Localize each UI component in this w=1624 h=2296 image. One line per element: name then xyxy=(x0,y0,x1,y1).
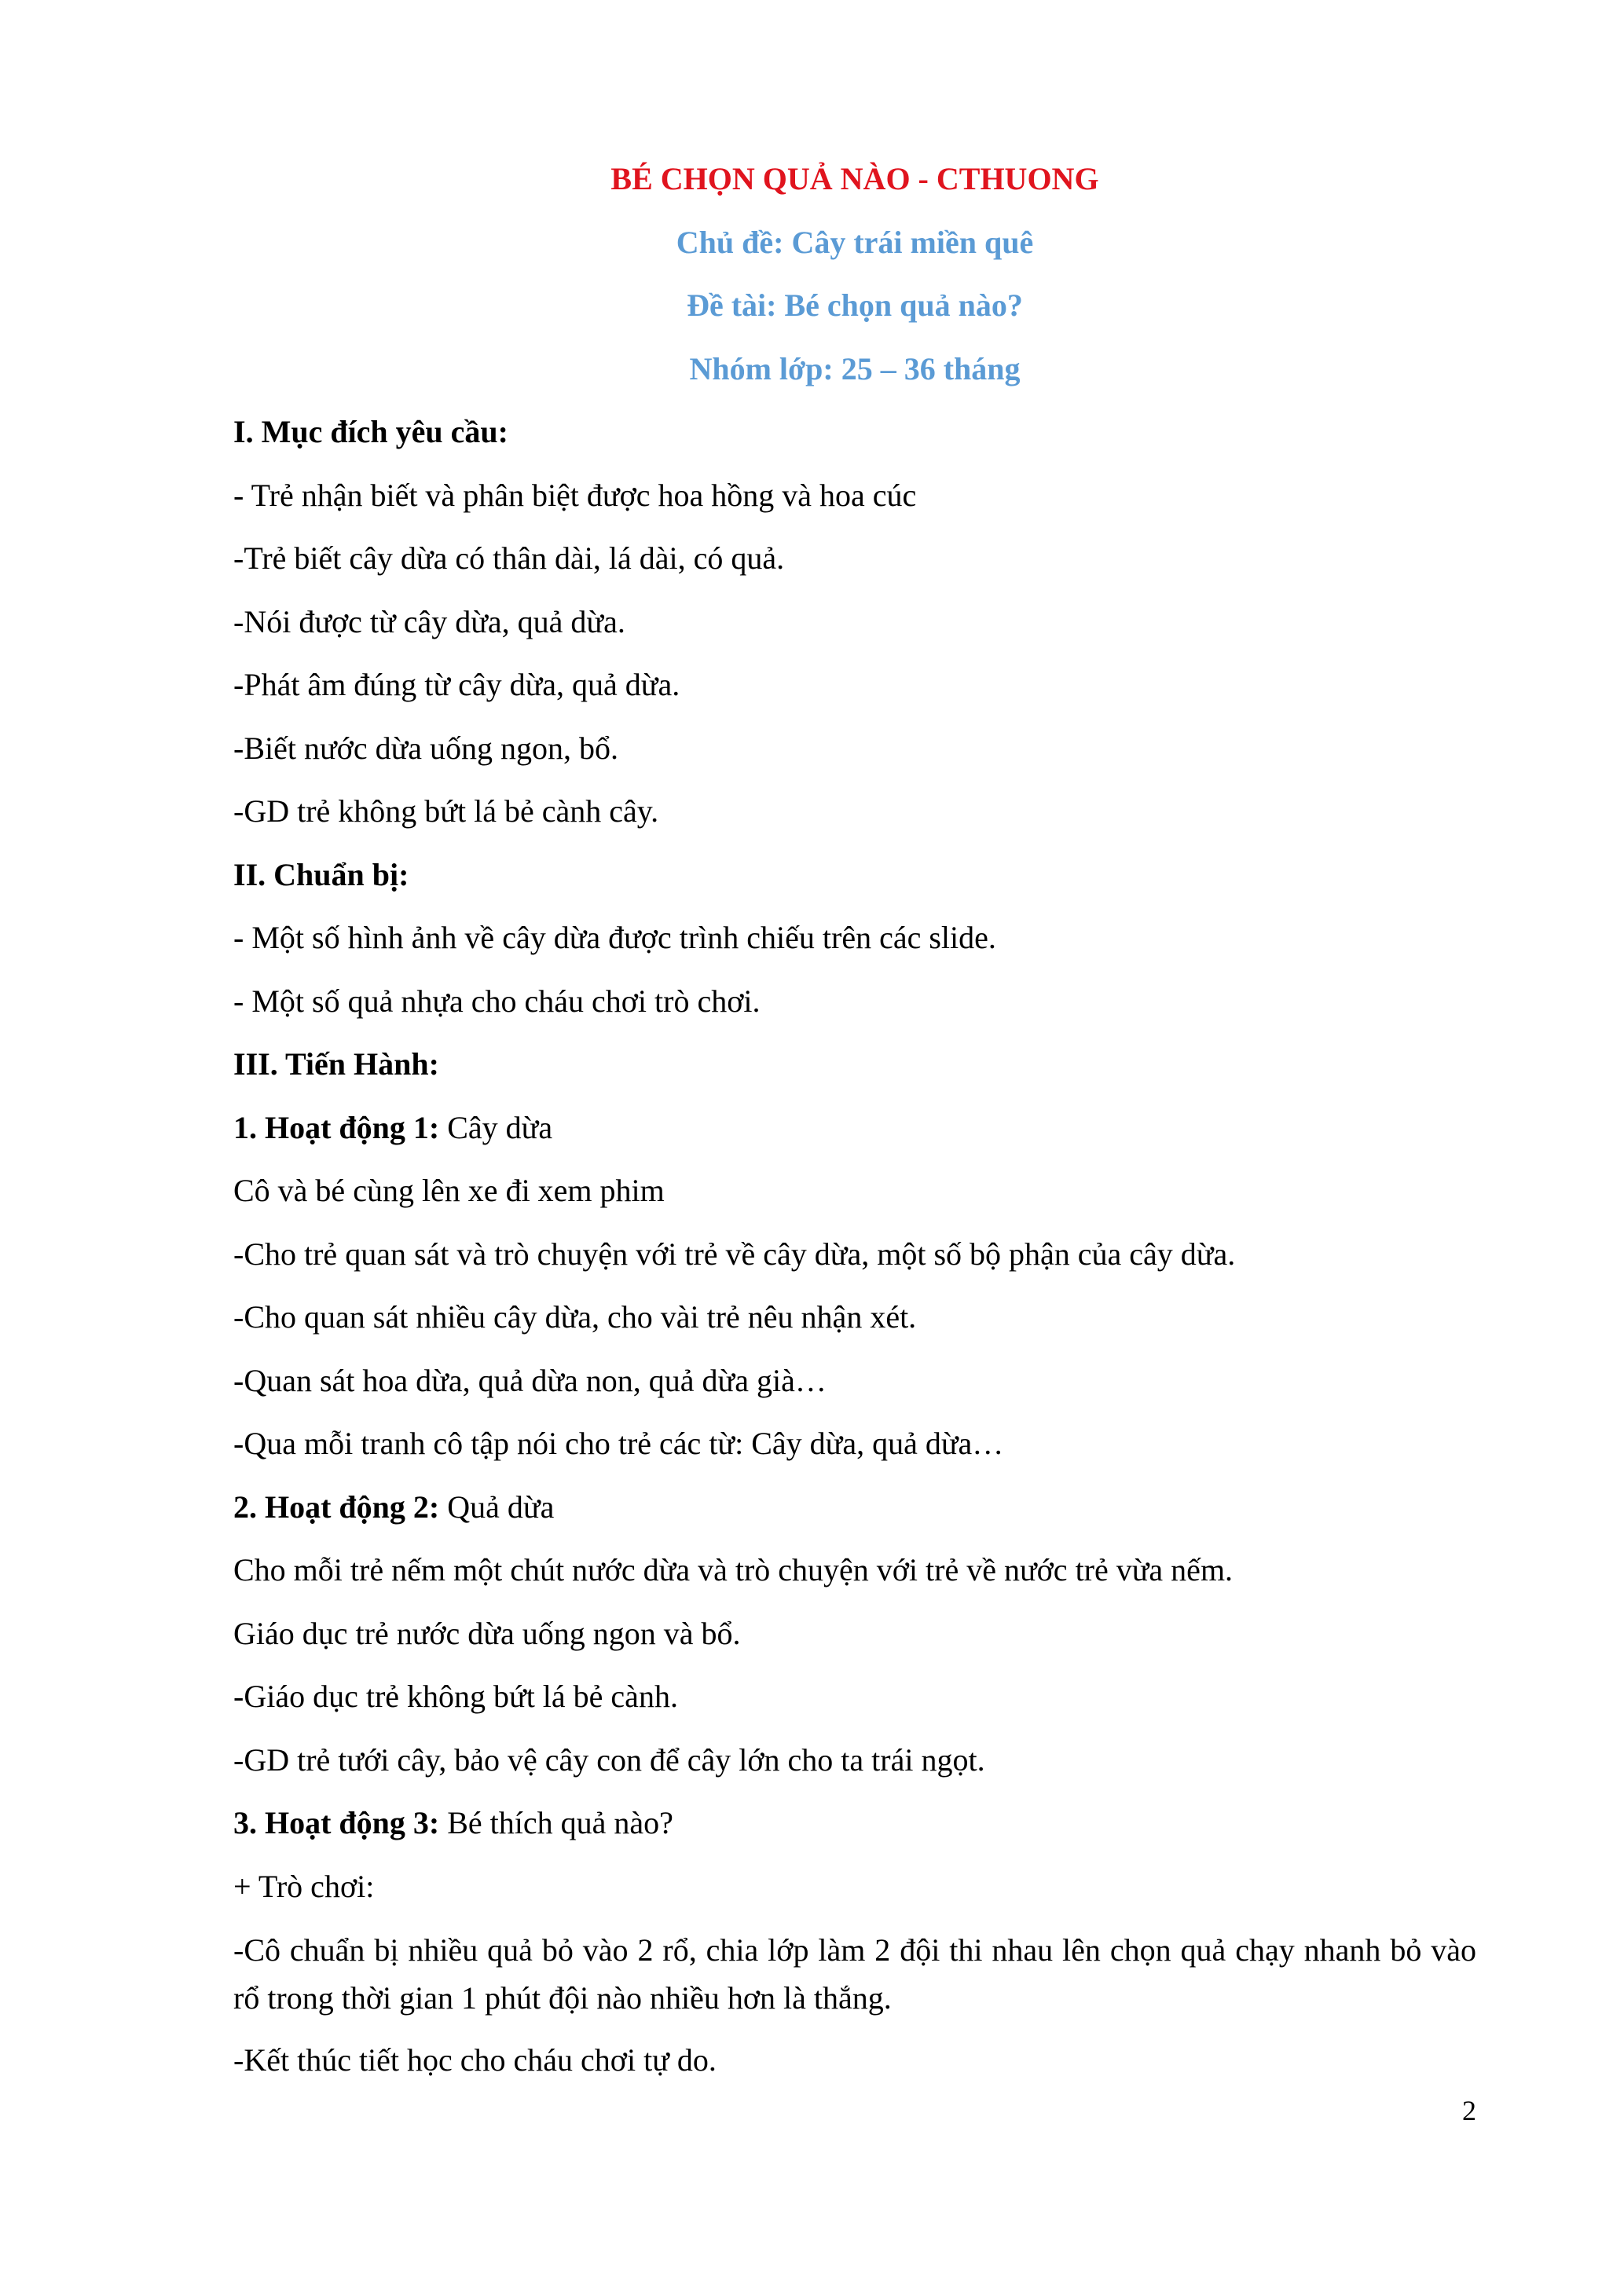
objective-item: -Nói được từ cây dừa, quả dừa. xyxy=(233,603,625,639)
activity-3-label: 3. Hoạt động 3: xyxy=(233,1805,440,1840)
activity-2-item: -GD trẻ tưới cây, bảo vệ cây con để cây lớn cho ta trái ngọt. xyxy=(233,1741,985,1778)
activity-3-heading xyxy=(233,1792,1476,1855)
activity-2-name: Quả dừa xyxy=(439,1489,555,1525)
document-page xyxy=(233,148,1476,2093)
topic-heading: Chủ đề: Cây trái miền quê xyxy=(676,224,1034,260)
activity-3-name: Bé thích quả nào? xyxy=(439,1805,673,1840)
objective-item: -Phát âm đúng từ cây dừa, quả dừa. xyxy=(233,667,680,702)
objective-item: - Trẻ nhận biết và phân biệt được hoa hồng và hoa cúc xyxy=(233,477,917,513)
activity-1-item: -Quan sát hoa dừa, quả dừa non, quả dừa già… xyxy=(233,1362,827,1398)
preparation-item: - Một số hình ảnh về cây dừa được trình chiếu trên các slide. xyxy=(233,920,996,955)
class-group-heading: Nhóm lớp: 25 – 36 tháng xyxy=(689,350,1021,386)
objective-item: -GD trẻ không bứt lá bẻ cành cây. xyxy=(233,793,659,829)
closing-item: -Kết thúc tiết học cho cháu chơi tự do. xyxy=(233,2042,717,2078)
game-heading: + Trò chơi: xyxy=(233,1868,375,1904)
page-number: 2 xyxy=(1462,2095,1476,2126)
objective-item: -Trẻ biết cây dừa có thân dài, lá dài, có quả. xyxy=(233,540,785,576)
activity-2-item: Cho mỗi trẻ nếm một chút nước dừa và trò chuyện với trẻ về nước trẻ vừa nếm. xyxy=(233,1552,1234,1587)
preparation-item: - Một số quả nhựa cho cháu chơi trò chơi. xyxy=(233,983,761,1019)
section-3-heading: III. Tiến Hành: xyxy=(233,1046,439,1082)
game-description: -Cô chuẩn bị nhiều quả bỏ vào 2 rổ, chia lớp làm 2 đội thi nhau lên chọn quả chạy nhanh bỏ vào rổ trong thời gian 1 phút đội nào nhiều hơn là thắng. xyxy=(233,1932,1476,2016)
activity-1-heading xyxy=(233,1097,1476,1160)
activity-1-item: -Qua mỗi tranh cô tập nói cho trẻ các từ: Cây dừa, quả dừa… xyxy=(233,1426,1004,1461)
section-1-heading: I. Mục đích yêu cầu: xyxy=(233,414,508,449)
activity-2-item: -Giáo dục trẻ không bứt lá bẻ cành. xyxy=(233,1679,678,1714)
document-title: BÉ CHỌN QUẢ NÀO - CTHUONG xyxy=(610,161,1099,196)
activity-1-item: -Cho quan sát nhiều cây dừa, cho vài trẻ nêu nhận xét. xyxy=(233,1299,917,1335)
activity-1-item: Cô và bé cùng lên xe đi xem phim xyxy=(233,1173,665,1208)
activity-1-name: Cây dừa xyxy=(439,1109,553,1145)
activity-1-item: -Cho trẻ quan sát và trò chuyện với trẻ về cây dừa, một số bộ phận của cây dừa. xyxy=(233,1236,1236,1272)
subject-heading: Đề tài: Bé chọn quả nào? xyxy=(687,287,1023,323)
activity-2-label: 2. Hoạt động 2: xyxy=(233,1489,440,1525)
section-2-heading: II. Chuẩn bị: xyxy=(233,856,409,892)
objective-item: -Biết nước dừa uống ngon, bổ. xyxy=(233,730,618,766)
activity-2-item: Giáo dục trẻ nước dừa uống ngon và bổ. xyxy=(233,1615,741,1651)
activity-1-label: 1. Hoạt động 1: xyxy=(233,1109,440,1145)
activity-2-heading xyxy=(233,1476,1476,1540)
